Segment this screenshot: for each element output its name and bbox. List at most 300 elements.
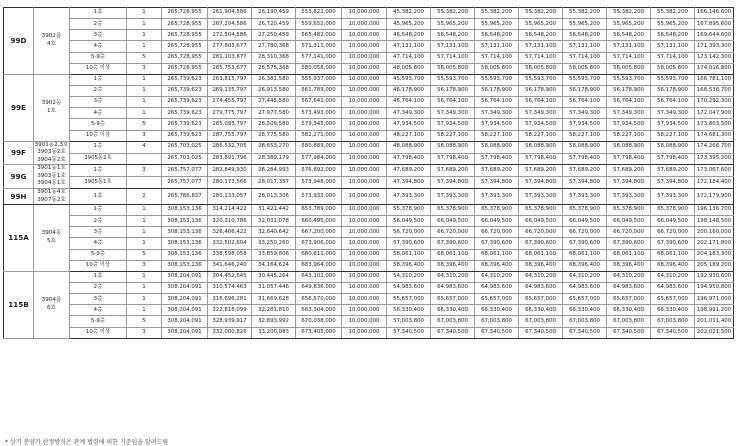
amount-cell: 54,983,600 [387, 283, 431, 294]
table-row [4, 177, 734, 189]
unit-count-cell: 1 [127, 305, 162, 316]
table-row [4, 108, 734, 119]
floor-cell: 1층 [70, 141, 127, 153]
amount-cell: 46,764,100 [387, 97, 431, 108]
amount-cell: 269,135,797 [208, 85, 252, 96]
amount-cell: 57,394,800 [563, 177, 607, 189]
amount-cell: 57,393,300 [607, 188, 651, 204]
amount-cell: 54,310,200 [387, 271, 431, 282]
amount-cell: 58,227,100 [431, 130, 475, 141]
amount-cell: 576,892,000 [296, 165, 342, 177]
unit-count-cell: 1 [127, 205, 162, 216]
amount-cell: 170,292,300 [695, 97, 734, 108]
amount-cell: 64,310,200 [431, 271, 475, 282]
unit-count-cell [127, 153, 162, 165]
amount-cell: 57,394,800 [651, 177, 695, 189]
amount-cell: 28,013,306 [252, 188, 296, 204]
amount-cell: 48,227,100 [387, 130, 431, 141]
unit-count-cell: 5 [127, 52, 162, 63]
floor-cell: 5-9층 [70, 52, 127, 63]
amount-cell: 57,934,500 [475, 119, 519, 130]
amount-cell: 265,703,025 [162, 141, 208, 153]
amount-cell: 166,146,600 [695, 8, 734, 19]
amount-cell: 33,859,806 [252, 249, 296, 260]
amount-cell: 48,005,800 [387, 63, 431, 74]
amount-cell: 55,593,700 [519, 74, 563, 85]
amount-cell: 58,396,400 [387, 260, 431, 271]
amount-cell: 68,061,100 [475, 249, 519, 260]
amount-cell: 173,142,300 [695, 52, 734, 63]
amount-cell: 27,780,368 [252, 41, 296, 52]
amount-cell: 308,153,136 [162, 238, 208, 249]
amount-cell: 582,271,000 [296, 130, 342, 141]
amount-cell: 57,131,100 [563, 41, 607, 52]
amount-cell: 27,250,459 [252, 30, 296, 41]
amount-cell: 171,393,300 [695, 41, 734, 52]
amount-cell: 280,173,566 [208, 177, 252, 189]
unit-count-cell: 1 [127, 271, 162, 282]
amount-cell: 47,393,300 [387, 188, 431, 204]
table-row [4, 316, 734, 327]
amount-cell: 10,000,000 [342, 316, 387, 327]
amount-cell: 57,394,800 [519, 177, 563, 189]
amount-cell: 64,983,600 [519, 283, 563, 294]
amount-cell: 265,728,955 [162, 19, 208, 30]
amount-cell: 683,964,000 [296, 260, 342, 271]
amount-cell: 67,003,800 [519, 316, 563, 327]
building-unit-cell: 3904동 5호 [34, 205, 70, 272]
amount-cell: 10,000,000 [342, 327, 387, 338]
amount-cell: 31,421,442 [252, 205, 296, 216]
amount-cell: 283,891,796 [208, 153, 252, 165]
amount-cell: 261,904,586 [208, 8, 252, 19]
amount-cell: 57,714,100 [651, 52, 695, 63]
amount-cell: 265,728,955 [162, 30, 208, 41]
unit-count-cell: 1 [127, 227, 162, 238]
amount-cell: 10,000,000 [342, 305, 387, 316]
amount-cell: 67,003,800 [651, 316, 695, 327]
amount-cell: 174,681,300 [695, 130, 734, 141]
amount-cell: 26,720,459 [252, 19, 296, 30]
amount-cell: 66,720,000 [431, 227, 475, 238]
floor-cell: 4층 [70, 305, 127, 316]
amount-cell: 65,657,000 [431, 294, 475, 305]
amount-cell: 57,689,200 [431, 165, 475, 177]
amount-cell: 10,000,000 [342, 216, 387, 227]
amount-cell: 326,406,422 [208, 227, 252, 238]
amount-cell: 285,095,797 [208, 119, 252, 130]
amount-cell: 57,714,100 [475, 52, 519, 63]
amount-cell: 68,061,100 [607, 249, 651, 260]
amount-cell: 28,389,179 [252, 153, 296, 165]
table-row [4, 63, 734, 74]
amount-cell: 265,728,955 [162, 41, 208, 52]
amount-cell: 680,611,000 [296, 249, 342, 260]
amount-cell: 55,965,200 [519, 19, 563, 30]
amount-cell: 10,000,000 [342, 260, 387, 271]
amount-cell: 28,775,580 [252, 130, 296, 141]
amount-cell: 56,178,900 [563, 85, 607, 96]
amount-cell: 56,548,200 [519, 30, 563, 41]
unit-count-cell: 1 [127, 85, 162, 96]
amount-cell: 561,789,000 [296, 85, 342, 96]
amount-cell: 663,304,000 [296, 305, 342, 316]
amount-cell: 55,593,700 [563, 74, 607, 85]
amount-cell: 65,657,000 [475, 294, 519, 305]
amount-cell: 66,049,500 [563, 216, 607, 227]
amount-cell: 277,803,677 [208, 41, 252, 52]
amount-cell: 10,000,000 [342, 188, 387, 204]
amount-cell: 10,000,000 [342, 97, 387, 108]
unit-count-cell: 1 [127, 216, 162, 227]
amount-cell: 660,495,000 [296, 216, 342, 227]
amount-cell: 320,310,786 [208, 216, 252, 227]
amount-cell: 28,310,368 [252, 52, 296, 63]
amount-cell: 580,889,000 [296, 141, 342, 153]
amount-cell: 57,714,100 [431, 52, 475, 63]
amount-cell: 308,204,091 [162, 283, 208, 294]
amount-cell: 308,153,136 [162, 216, 208, 227]
amount-cell: 58,227,100 [563, 130, 607, 141]
unit-count-cell: 3 [127, 327, 162, 338]
amount-cell: 265,728,955 [162, 52, 208, 63]
amount-cell: 173,067,600 [695, 165, 734, 177]
floor-cell: 5-9층 [70, 249, 127, 260]
price-table [3, 7, 734, 339]
table-row [4, 97, 734, 108]
amount-cell: 308,153,136 [162, 260, 208, 271]
table-row [4, 227, 734, 238]
amount-cell: 57,393,300 [563, 188, 607, 204]
amount-cell: 555,937,000 [296, 74, 342, 85]
amount-cell: 46,178,900 [387, 85, 431, 96]
amount-cell: 58,005,800 [475, 63, 519, 74]
amount-cell: 55,382,200 [431, 8, 475, 19]
amount-cell: 66,330,400 [475, 305, 519, 316]
amount-cell: 58,088,900 [651, 141, 695, 153]
unit-count-cell: 5 [127, 249, 162, 260]
amount-cell: 56,720,000 [387, 227, 431, 238]
amount-cell: 64,310,200 [519, 271, 563, 282]
amount-cell: 55,965,200 [607, 19, 651, 30]
amount-cell: 57,798,400 [519, 153, 563, 165]
amount-cell: 174,266,700 [695, 141, 734, 153]
amount-cell: 10,000,000 [342, 119, 387, 130]
unit-count-cell: 1 [127, 108, 162, 119]
amount-cell: 57,689,200 [475, 165, 519, 177]
floor-cell: 10층 이상 [70, 63, 127, 74]
amount-cell: 28,653,270 [252, 141, 296, 153]
amount-cell: 10,000,000 [342, 294, 387, 305]
amount-cell: 172,047,900 [695, 108, 734, 119]
amount-cell: 47,934,500 [387, 119, 431, 130]
amount-cell: 55,965,200 [651, 19, 695, 30]
amount-cell: 58,227,100 [607, 130, 651, 141]
amount-cell: 166,781,100 [695, 74, 734, 85]
amount-cell: 265,739,623 [162, 119, 208, 130]
floor-cell: 3층 [70, 294, 127, 305]
amount-cell: 58,227,100 [519, 130, 563, 141]
amount-cell: 57,394,800 [431, 177, 475, 189]
amount-cell: 55,965,200 [431, 19, 475, 30]
amount-cell: 57,349,300 [519, 108, 563, 119]
amount-cell: 10,000,000 [342, 153, 387, 165]
amount-cell: 58,088,900 [519, 141, 563, 153]
amount-cell: 56,178,900 [475, 85, 519, 96]
amount-cell: 57,798,400 [431, 153, 475, 165]
amount-cell: 577,141,000 [296, 52, 342, 63]
amount-cell: 48,088,900 [387, 141, 431, 153]
amount-cell: 205,189,200 [695, 260, 734, 271]
floor-cell: 4층 [70, 238, 127, 249]
amount-cell: 28,509,580 [252, 119, 296, 130]
amount-cell: 57,798,400 [475, 153, 519, 165]
amount-cell: 56,764,100 [519, 97, 563, 108]
unit-type-cell: 99G [4, 165, 34, 189]
amount-cell: 286,532,705 [208, 141, 252, 153]
amount-cell: 341,646,240 [208, 260, 252, 271]
amount-cell: 67,340,500 [563, 327, 607, 338]
table-row [4, 260, 734, 271]
amount-cell: 10,000,000 [342, 74, 387, 85]
amount-cell: 57,131,100 [651, 41, 695, 52]
amount-cell: 68,061,100 [563, 249, 607, 260]
amount-cell: 66,330,400 [651, 305, 695, 316]
unit-count-cell: 1 [127, 41, 162, 52]
amount-cell: 45,593,700 [387, 74, 431, 85]
amount-cell: 64,310,200 [563, 271, 607, 282]
amount-cell: 204,183,300 [695, 249, 734, 260]
floor-cell: 4층 [70, 108, 127, 119]
building-unit-cell: 3902동 4호 [34, 8, 70, 75]
table-row [4, 216, 734, 227]
amount-cell: 10,000,000 [342, 30, 387, 41]
amount-cell: 56,764,100 [475, 97, 519, 108]
table-row [4, 52, 734, 63]
amount-cell: 263,815,797 [208, 74, 252, 85]
amount-cell: 55,382,200 [607, 8, 651, 19]
floor-cell: 10층 이상 [70, 327, 127, 338]
amount-cell: 67,003,800 [475, 316, 519, 327]
amount-cell: 673,906,000 [296, 238, 342, 249]
amount-cell: 56,548,200 [651, 30, 695, 41]
amount-cell: 57,393,300 [519, 188, 563, 204]
amount-cell: 47,689,200 [387, 165, 431, 177]
amount-cell: 653,789,000 [296, 205, 342, 216]
amount-cell: 308,153,136 [162, 205, 208, 216]
amount-cell: 65,657,000 [607, 294, 651, 305]
amount-cell: 559,652,000 [296, 19, 342, 30]
amount-cell: 58,227,100 [651, 130, 695, 141]
amount-cell: 65,378,900 [651, 205, 695, 216]
amount-cell: 649,836,000 [296, 283, 342, 294]
unit-count-cell: 1 [127, 8, 162, 19]
amount-cell: 55,382,200 [651, 8, 695, 19]
amount-cell: 308,204,091 [162, 316, 208, 327]
amount-cell: 68,396,400 [475, 260, 519, 271]
unit-count-cell: 2 [127, 188, 162, 204]
amount-cell: 285,753,677 [208, 63, 252, 74]
amount-cell: 66,330,400 [431, 305, 475, 316]
amount-cell: 47,798,400 [387, 153, 431, 165]
amount-cell: 68,061,100 [519, 249, 563, 260]
amount-cell: 26,190,459 [252, 8, 296, 19]
table-row [4, 283, 734, 294]
amount-cell: 56,764,100 [563, 97, 607, 108]
building-unit-cell: 3904동 6호 [34, 271, 70, 338]
unit-count-cell: 5 [127, 119, 162, 130]
amount-cell: 32,281,810 [252, 305, 296, 316]
unit-type-cell: 99H [4, 188, 34, 204]
amount-cell: 31,057,446 [252, 283, 296, 294]
amount-cell: 57,689,200 [519, 165, 563, 177]
unit-count-cell: 1 [127, 19, 162, 30]
floor-cell: 3층 [70, 227, 127, 238]
amount-cell: 58,005,800 [431, 63, 475, 74]
amount-cell: 30,445,264 [252, 271, 296, 282]
amount-cell: 310,574,463 [208, 283, 252, 294]
amount-cell: 57,934,500 [563, 119, 607, 130]
amount-cell: 667,200,000 [296, 227, 342, 238]
floor-cell: 5-9층 [70, 119, 127, 130]
table-row [4, 205, 734, 216]
amount-cell: 328,939,917 [208, 316, 252, 327]
floor-cell: 3905동2호 [70, 153, 127, 165]
unit-count-cell: 1 [127, 294, 162, 305]
amount-cell: 265,728,955 [162, 8, 208, 19]
amount-cell: 57,390,600 [387, 238, 431, 249]
table-row [4, 119, 734, 130]
amount-cell: 68,396,400 [607, 260, 651, 271]
amount-cell: 279,775,797 [208, 108, 252, 119]
amount-cell: 265,703,025 [162, 153, 208, 165]
amount-cell: 10,000,000 [342, 271, 387, 282]
amount-cell: 57,131,100 [607, 41, 651, 52]
table-row [4, 30, 734, 41]
amount-cell: 64,983,600 [563, 283, 607, 294]
amount-cell: 66,720,000 [519, 227, 563, 238]
amount-cell: 267,204,586 [208, 19, 252, 30]
amount-cell: 10,000,000 [342, 249, 387, 260]
amount-cell: 66,720,000 [651, 227, 695, 238]
amount-cell: 194,950,800 [695, 283, 734, 294]
amount-cell: 168,536,700 [695, 85, 734, 96]
unit-count-cell: 4 [127, 141, 162, 153]
amount-cell: 57,393,300 [431, 188, 475, 204]
amount-cell: 56,548,200 [431, 30, 475, 41]
amount-cell: 314,214,422 [208, 205, 252, 216]
amount-cell: 65,657,000 [651, 294, 695, 305]
amount-cell: 338,598,058 [208, 249, 252, 260]
amount-cell: 308,153,136 [162, 249, 208, 260]
amount-cell: 45,965,200 [387, 19, 431, 30]
amount-cell: 64,310,200 [651, 271, 695, 282]
amount-cell: 58,005,800 [607, 63, 651, 74]
floor-cell: 10층 이상 [70, 260, 127, 271]
amount-cell: 167,895,600 [695, 19, 734, 30]
unit-type-cell: 115A [4, 205, 34, 272]
amount-cell: 66,720,000 [607, 227, 651, 238]
amount-cell: 47,131,100 [387, 41, 431, 52]
amount-cell: 202,171,800 [695, 238, 734, 249]
amount-cell: 57,131,100 [431, 41, 475, 52]
amount-cell: 67,340,500 [431, 327, 475, 338]
amount-cell: 10,000,000 [342, 8, 387, 19]
amount-cell: 201,011,400 [695, 316, 734, 327]
floor-cell: 1층 [70, 205, 127, 216]
amount-cell: 55,965,200 [563, 19, 607, 30]
amount-cell: 67,340,500 [651, 327, 695, 338]
amount-cell: 55,593,700 [431, 74, 475, 85]
amount-cell: 47,714,100 [387, 52, 431, 63]
amount-cell: 27,977,580 [252, 108, 296, 119]
amount-cell: 57,394,800 [475, 177, 519, 189]
amount-cell: 64,310,200 [607, 271, 651, 282]
amount-cell: 57,798,400 [563, 153, 607, 165]
amount-cell: 66,049,500 [475, 216, 519, 227]
amount-cell: 10,000,000 [342, 41, 387, 52]
table-row [4, 41, 734, 52]
floor-cell: 2층 [70, 216, 127, 227]
amount-cell: 27,445,580 [252, 97, 296, 108]
amount-cell: 265,757,077 [162, 165, 208, 177]
amount-cell: 58,088,900 [475, 141, 519, 153]
amount-cell: 56,764,100 [431, 97, 475, 108]
amount-cell: 57,394,800 [607, 177, 651, 189]
amount-cell: 316,696,281 [208, 294, 252, 305]
floor-cell: 2층 [70, 283, 127, 294]
amount-cell: 10,000,000 [342, 205, 387, 216]
amount-cell: 66,049,500 [607, 216, 651, 227]
amount-cell: 67,003,800 [563, 316, 607, 327]
unit-count-cell: 3 [127, 165, 162, 177]
table-row [4, 327, 734, 338]
table-row [4, 130, 734, 141]
table-row [4, 305, 734, 316]
amount-cell: 67,003,800 [607, 316, 651, 327]
amount-cell: 196,971,000 [695, 294, 734, 305]
amount-cell: 10,000,000 [342, 108, 387, 119]
amount-cell: 66,330,400 [519, 305, 563, 316]
amount-cell: 169,644,600 [695, 30, 734, 41]
amount-cell: 57,689,200 [563, 165, 607, 177]
amount-cell: 64,983,600 [431, 283, 475, 294]
amount-cell: 55,382,200 [475, 8, 519, 19]
amount-cell: 322,818,099 [208, 305, 252, 316]
amount-cell: 308,204,091 [162, 327, 208, 338]
amount-cell: 57,714,100 [563, 52, 607, 63]
building-unit-cell: 3901동1호 3903동1호 3904동1호 [34, 165, 70, 189]
amount-cell: 65,378,900 [519, 205, 563, 216]
amount-cell: 64,983,600 [475, 283, 519, 294]
amount-cell: 58,088,900 [607, 141, 651, 153]
amount-cell: 56,764,100 [651, 97, 695, 108]
floor-cell: 3905동1호 [70, 177, 127, 189]
amount-cell: 287,755,797 [208, 130, 252, 141]
amount-cell: 55,657,000 [387, 294, 431, 305]
amount-cell: 174,016,800 [695, 63, 734, 74]
amount-cell: 57,714,100 [519, 52, 563, 63]
amount-cell: 67,390,600 [431, 238, 475, 249]
amount-cell: 56,548,200 [475, 30, 519, 41]
amount-cell: 32,893,992 [252, 316, 296, 327]
amount-cell: 57,934,500 [651, 119, 695, 130]
amount-cell: 10,000,000 [342, 19, 387, 30]
amount-cell: 66,049,500 [431, 216, 475, 227]
amount-cell: 28,017,357 [252, 177, 296, 189]
amount-cell: 65,378,900 [431, 205, 475, 216]
price-table-body [4, 8, 734, 339]
